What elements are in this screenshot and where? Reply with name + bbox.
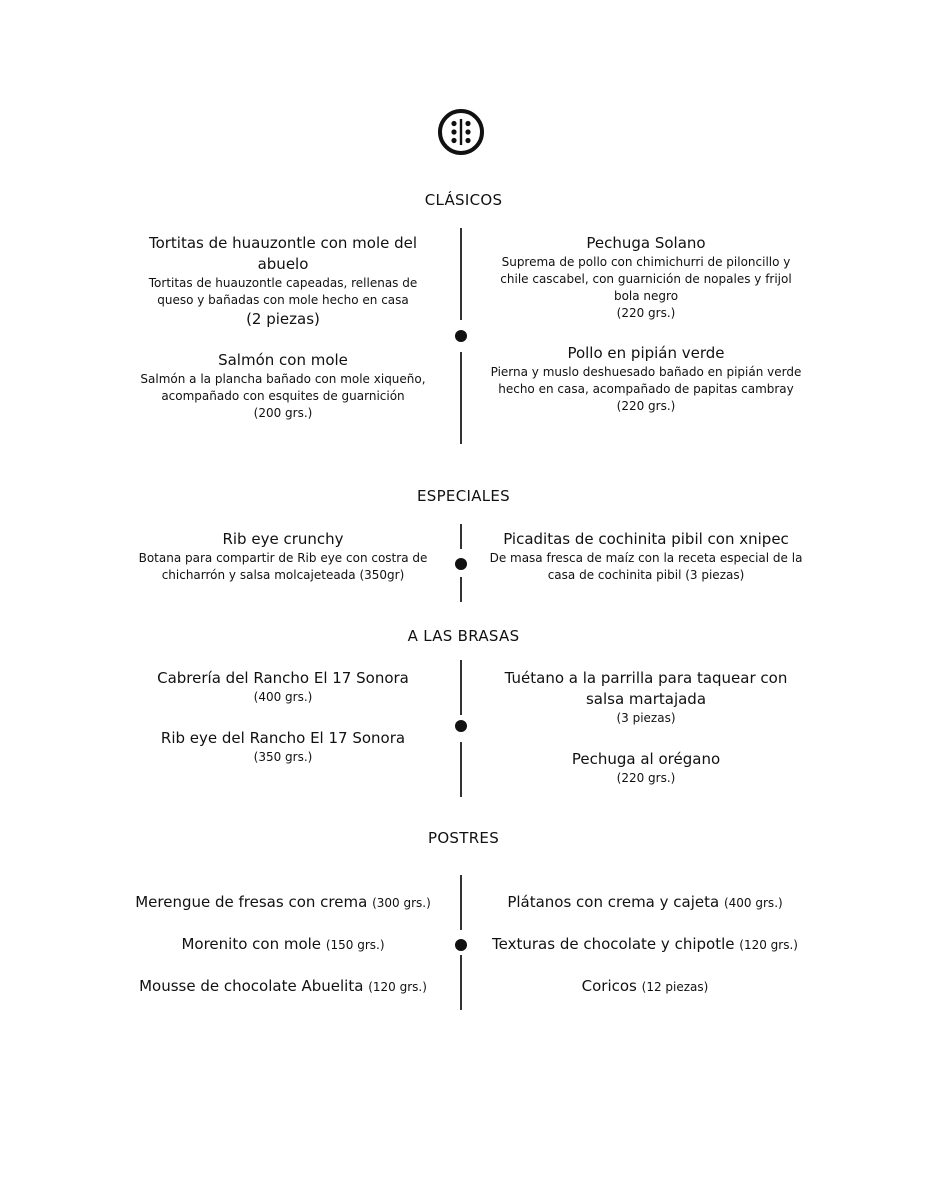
dish-description: Tortitas de huauzontle capeadas, rellenas de queso y bañadas con mole hecho en casa (148, 276, 418, 307)
dish-name: Rib eye del Rancho El 17 Sonora (160, 729, 406, 747)
dish-description: Botana para compartir de Rib eye con costra de chicharrón y salsa molcajeteada (350gr) (138, 551, 428, 582)
dessert-item (470, 934, 820, 955)
dish-quantity: (3 piezas) (616, 711, 676, 725)
dish-name: Coricos (581, 977, 637, 995)
dish-name: Tortitas de huauzontle con mole del abuelo (148, 234, 418, 273)
divider-line (460, 577, 462, 602)
dessert-item (110, 934, 456, 955)
dish-description: Salmón a la plancha bañado con mole xiqueño, acompañado con esquites de guarnición (140, 372, 426, 403)
divider-dot (455, 330, 467, 342)
dish-quantity: (12 piezas) (641, 980, 709, 994)
dish-quantity: (350 grs.) (253, 750, 313, 764)
dish-quantity: (120 grs.) (739, 938, 798, 952)
section-title-clasicos: CLÁSICOS (424, 191, 503, 209)
dish-name: Picaditas de cochinita pibil con xnipec (503, 530, 789, 548)
menu-item (488, 529, 804, 584)
dish-name: Salmón con mole (218, 351, 348, 369)
dish-name: Plátanos con crema y cajeta (507, 893, 720, 911)
section-title-brasas: A LAS BRASAS (407, 627, 520, 645)
dish-name: Texturas de chocolate y chipotle (492, 935, 735, 953)
menu-item (488, 668, 804, 727)
dish-quantity: (300 grs.) (372, 896, 431, 910)
menu-item (488, 749, 804, 787)
dish-quantity: (220 grs.) (616, 771, 676, 785)
divider-dot (455, 939, 467, 951)
dish-quantity: (220 grs.) (616, 399, 676, 413)
divider-line (460, 742, 462, 797)
dessert-item (110, 976, 456, 997)
menu-item (130, 668, 436, 706)
dish-description: Pierna y muslo deshuesado bañado en pipián verde hecho en casa, acompañado de papitas cambray (490, 365, 802, 396)
dish-quantity: (200 grs.) (253, 406, 313, 420)
dish-name: Pollo en pipián verde (567, 344, 725, 362)
restaurant-logo-icon (437, 108, 485, 156)
dish-name: Pechuga al orégano (571, 750, 721, 768)
menu-item (130, 233, 436, 330)
dish-name: Mousse de chocolate Abuelita (139, 977, 364, 995)
dish-quantity: (400 grs.) (253, 690, 313, 704)
dish-name: Pechuga Solano (586, 234, 706, 252)
dessert-item (110, 892, 456, 913)
divider-dot (455, 720, 467, 732)
dish-description: Suprema de pollo con chimichurri de piloncillo y chile cascabel, con guarnición de nopales y frijol bola negro (500, 255, 792, 303)
dish-name: Merengue de fresas con crema (135, 893, 368, 911)
section-title-postres: POSTRES (427, 829, 500, 847)
dish-name: Morenito con mole (181, 935, 322, 953)
divider-line (460, 352, 462, 444)
divider-dot (455, 558, 467, 570)
divider-line (460, 228, 462, 320)
section-title-especiales: ESPECIALES (416, 487, 511, 505)
divider-line (460, 524, 462, 549)
dish-description: De masa fresca de maíz con la receta especial de la casa de cochinita pibil (3 piezas) (489, 551, 803, 582)
menu-item (488, 233, 804, 322)
dish-quantity: (2 piezas) (246, 310, 320, 328)
menu-item (488, 343, 804, 415)
divider-line (460, 955, 462, 1010)
menu-item (130, 350, 436, 422)
divider-line (460, 875, 462, 930)
dish-name: Rib eye crunchy (222, 530, 344, 548)
dish-quantity: (220 grs.) (616, 306, 676, 320)
dish-name: Cabrería del Rancho El 17 Sonora (157, 669, 409, 687)
menu-item (130, 529, 436, 584)
menu-item (130, 728, 436, 766)
divider-line (460, 660, 462, 715)
dish-quantity: (120 grs.) (368, 980, 427, 994)
dessert-item (470, 976, 820, 997)
dessert-item (470, 892, 820, 913)
dish-quantity: (150 grs.) (325, 938, 385, 952)
dish-quantity: (400 grs.) (723, 896, 783, 910)
dish-name: Tuétano a la parrilla para taquear con salsa martajada (504, 669, 788, 708)
